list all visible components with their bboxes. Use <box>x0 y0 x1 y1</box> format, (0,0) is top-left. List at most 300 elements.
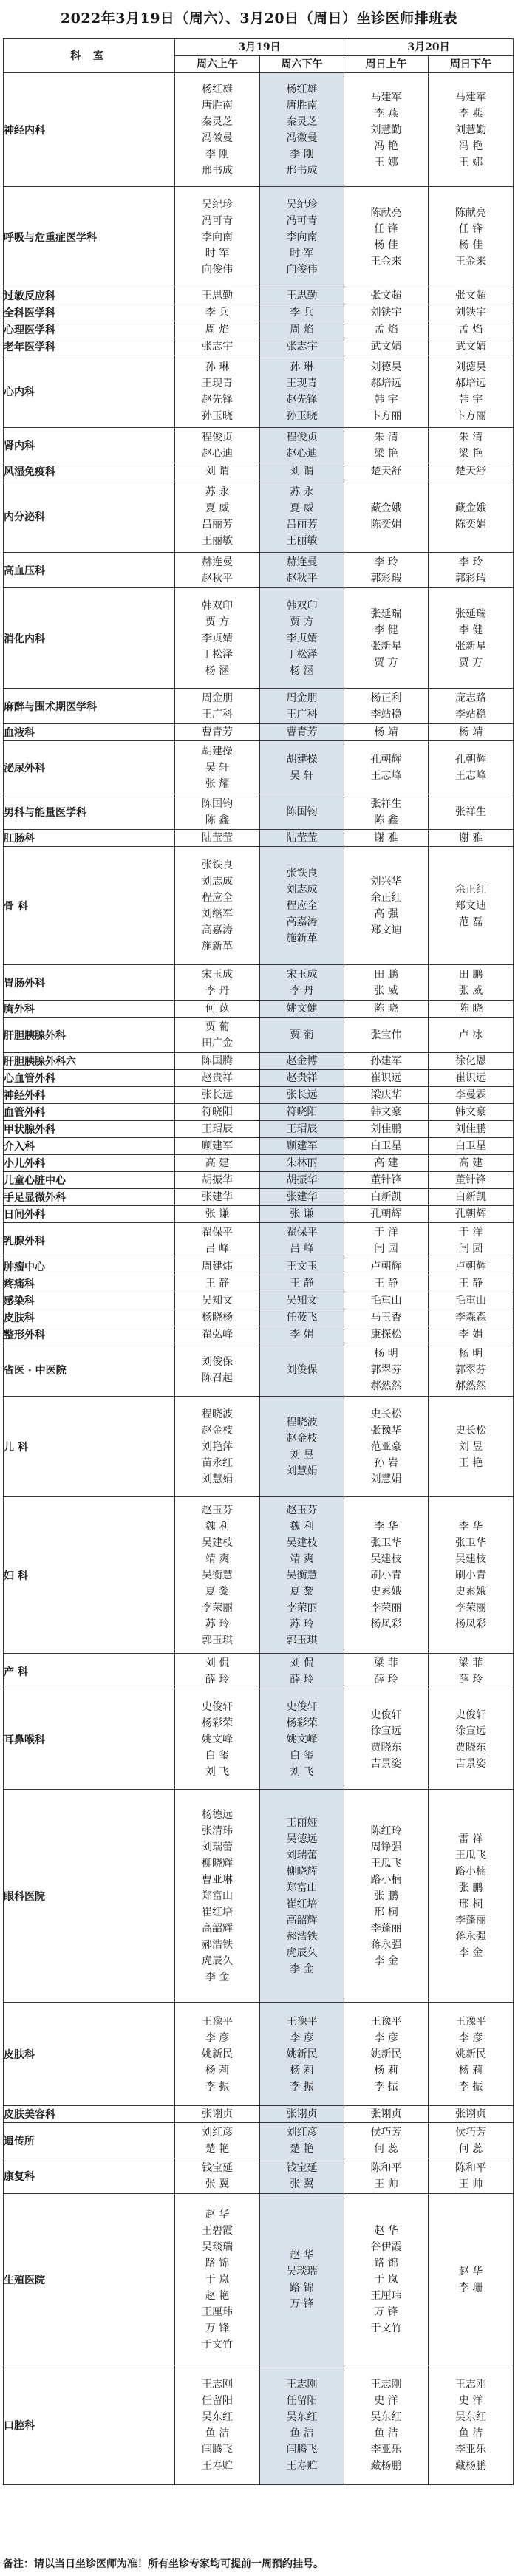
doctor-cell-sun-am <box>344 2158 429 2194</box>
doctor-name: 郝然然 <box>370 1380 402 1392</box>
doctor-name: 范亚豪 <box>370 1440 402 1453</box>
doctor-cell-sat-pm <box>260 1309 344 1326</box>
doctor-cell-sun-pm <box>429 1326 514 1343</box>
doctor-name: 杨彩荣 <box>202 1717 233 1729</box>
dept-row <box>4 304 514 321</box>
doctor-name: 程应全 <box>202 891 233 904</box>
doctor-name: 李 振 <box>374 2080 398 2093</box>
dept-row <box>4 1172 514 1189</box>
doctor-name: 田 鹏 <box>458 968 483 981</box>
doctor-name: 藏金娥 <box>455 502 487 514</box>
doctor-name: 吴衡慧 <box>286 1569 318 1581</box>
doctor-name: 夏 黎 <box>290 1585 314 1598</box>
doctor-cell-sun-pm <box>429 304 514 321</box>
dept-row <box>4 724 514 741</box>
doctor-name: 闫腾飞 <box>202 2443 233 2456</box>
doctor-name: 李荣丽 <box>202 1601 233 1614</box>
doctor-name: 吉景姿 <box>455 1757 487 1770</box>
dept-name: 心血管外科 <box>4 1070 175 1087</box>
doctor-name: 白 玺 <box>290 1749 314 1762</box>
dept-row <box>4 1654 514 1689</box>
doctor-name: 高嘉涛 <box>286 916 318 928</box>
doctor-name: 杨 佳 <box>458 239 483 251</box>
doctor-name: 谢 雅 <box>374 832 398 844</box>
doctor-name: 杨 涵 <box>205 664 230 677</box>
doctor-name: 贾 葡 <box>205 1020 230 1033</box>
doctor-cell-sun-pm <box>429 355 514 428</box>
dept-name: 日间外科 <box>4 1206 175 1223</box>
doctor-name: 张卫华 <box>370 1536 402 1549</box>
dept-name: 骨 科 <box>4 847 175 965</box>
doctor-cell-sat-am <box>175 1053 260 1070</box>
dept-row <box>4 1206 514 1223</box>
doctor-name: 程晓波 <box>286 1416 318 1428</box>
doctor-cell-sat-am <box>175 741 260 794</box>
doctor-name: 杨红雄 <box>286 83 318 95</box>
doctor-name: 贾 方 <box>290 616 314 628</box>
doctor-name: 郝培远 <box>455 377 487 389</box>
doctor-cell-sat-am <box>175 338 260 355</box>
dept-name: 遗传所 <box>4 2123 175 2158</box>
dept-name: 肝胆胰腺外科 <box>4 1018 175 1053</box>
doctor-cell-sat-am <box>175 1326 260 1343</box>
doctor-name: 杨 莉 <box>374 2064 398 2076</box>
dept-row <box>4 1223 514 1258</box>
doctor-cell-sun-pm <box>429 1087 514 1104</box>
doctor-cell-sat-pm <box>260 689 344 724</box>
doctor-cell-sat-pm <box>260 1189 344 1206</box>
doctor-cell-sat-pm <box>260 355 344 428</box>
doctor-cell-sat-am <box>175 1070 260 1087</box>
doctor-name: 刷小青 <box>370 1569 402 1581</box>
dept-name: 生殖医院 <box>4 2194 175 2365</box>
doctor-cell-sat-am <box>175 847 260 965</box>
doctor-cell-sun-pm <box>429 1258 514 1275</box>
doctor-name: 于 洋 <box>374 1226 398 1238</box>
dept-row <box>4 1309 514 1326</box>
doctor-name: 高 建 <box>205 1157 230 1169</box>
doctor-name: 邢 桐 <box>458 1898 483 1910</box>
doctor-name: 王寿贮 <box>202 2459 233 2472</box>
doctor-name: 夏 威 <box>205 502 230 514</box>
doctor-cell-sat-pm <box>260 2106 344 2123</box>
doctor-name: 李亚乐 <box>370 2443 402 2456</box>
doctor-cell-sat-am <box>175 1138 260 1155</box>
doctor-name: 杨 莉 <box>290 2064 314 2076</box>
doctor-cell-sun-pm <box>429 1001 514 1018</box>
doctor-name: 杨凤彩 <box>455 1618 487 1630</box>
doctor-name: 陈国腾 <box>202 1055 233 1067</box>
doctor-name: 白卫星 <box>370 1140 402 1152</box>
doctor-name: 刷小青 <box>455 1569 487 1581</box>
doctor-cell-sat-am <box>175 1206 260 1223</box>
doctor-name: 秦灵芝 <box>286 115 318 128</box>
doctor-name: 王思勤 <box>286 290 318 301</box>
doctor-name: 李 华 <box>374 1520 398 1533</box>
doctor-name: 胡振华 <box>286 1174 318 1186</box>
doctor-cell-sun-am <box>344 724 429 741</box>
doctor-cell-sun-am <box>344 1309 429 1326</box>
doctor-name: 吴知文 <box>202 1295 233 1306</box>
doctor-name: 钱宝延 <box>286 2161 318 2174</box>
doctor-name: 刘艳萍 <box>202 1440 233 1453</box>
doctor-cell-sun-pm <box>429 428 514 463</box>
sat-am-header: 周六上午 <box>175 56 260 73</box>
doctor-name: 闫腾飞 <box>286 2443 318 2456</box>
doctor-name: 史长松 <box>370 1408 402 1420</box>
doctor-name: 张清玮 <box>202 1824 233 1837</box>
sat-pm-header: 周六下午 <box>260 56 344 73</box>
doctor-name: 于 岚 <box>205 2273 230 2286</box>
doctor-name: 郑富山 <box>286 1881 318 1894</box>
doctor-name: 路 锦 <box>205 2257 230 2269</box>
doctor-name: 孙 琳 <box>290 361 314 373</box>
doctor-name: 钱宝延 <box>202 2161 233 2174</box>
doctor-name: 路小楠 <box>455 1865 487 1878</box>
doctor-cell-sat-pm <box>260 2158 344 2194</box>
doctor-name: 周 焰 <box>205 324 230 335</box>
doctor-name: 张诩贞 <box>202 2108 233 2120</box>
doctor-name: 邢书成 <box>286 164 318 177</box>
doctor-cell-sun-pm <box>429 2123 514 2158</box>
doctor-cell-sun-pm <box>429 1053 514 1070</box>
doctor-name: 马建军 <box>455 91 487 103</box>
doctor-name: 梁庆华 <box>370 1089 402 1101</box>
doctor-name: 吴德远 <box>286 1833 318 1845</box>
doctor-name: 李亚乐 <box>455 2443 487 2456</box>
doctor-name: 薛 玲 <box>205 1673 230 1686</box>
doctor-cell-sat-pm <box>260 1138 344 1155</box>
doctor-cell-sat-pm <box>260 2365 344 2485</box>
doctor-name: 何 蕊 <box>458 2142 483 2155</box>
doctor-name: 谷伊霞 <box>370 2241 402 2253</box>
doctor-name: 郭翠芬 <box>455 1363 487 1376</box>
doctor-cell-sun-pm <box>429 2158 514 2194</box>
doctor-cell-sat-pm <box>260 553 344 588</box>
dept-name: 省医 · 中医院 <box>4 1343 175 1397</box>
dept-row <box>4 187 514 287</box>
doctor-name: 陈奕娟 <box>370 518 402 531</box>
dept-row <box>4 1497 514 1654</box>
doctor-name: 雷 祥 <box>458 1833 483 1845</box>
sun-am-header: 周日上午 <box>344 56 429 73</box>
doctor-name: 马玉香 <box>370 1312 402 1323</box>
doctor-name: 陈和平 <box>455 2161 487 2174</box>
doctor-cell-sun-am <box>344 355 429 428</box>
dept-row <box>4 1258 514 1275</box>
doctor-name: 王金来 <box>455 255 487 268</box>
doctor-cell-sat-pm <box>260 847 344 965</box>
doctor-cell-sun-pm <box>429 2194 514 2365</box>
doctor-name: 崔识远 <box>370 1072 402 1084</box>
doctor-name: 王 静 <box>290 1278 314 1289</box>
dept-name: 内分泌科 <box>4 480 175 553</box>
dept-row <box>4 1053 514 1070</box>
dept-name: 口腔科 <box>4 2365 175 2485</box>
doctor-name: 高 建 <box>458 1157 483 1169</box>
doctor-cell-sun-pm <box>429 1309 514 1326</box>
doctor-name: 李 振 <box>458 2080 483 2093</box>
doctor-cell-sat-pm <box>260 1121 344 1138</box>
doctor-name: 高韶辉 <box>286 1914 318 1926</box>
doctor-cell-sat-am <box>175 463 260 480</box>
doctor-name: 王广科 <box>202 708 233 720</box>
doctor-cell-sun-am <box>344 1087 429 1104</box>
doctor-cell-sun-pm <box>429 553 514 588</box>
doctor-name: 赵先锋 <box>286 393 318 406</box>
doctor-name: 李 兵 <box>205 307 230 318</box>
doctor-name: 王志峰 <box>455 769 487 782</box>
doctor-name: 张 耀 <box>205 777 230 790</box>
doctor-name: 李 刚 <box>205 148 230 160</box>
doctor-name: 李曼霖 <box>455 1089 487 1101</box>
doctor-name: 冯可青 <box>202 214 233 227</box>
doctor-cell-sat-am <box>175 2365 260 2485</box>
doctor-cell-sun-pm <box>429 321 514 338</box>
doctor-cell-sun-am <box>344 304 429 321</box>
doctor-cell-sun-am <box>344 1121 429 1138</box>
doctor-name: 李 燕 <box>458 107 483 120</box>
doctor-name: 贾晓东 <box>455 1741 487 1754</box>
doctor-name: 刘慧勤 <box>370 123 402 136</box>
doctor-name: 白 玺 <box>205 1749 230 1762</box>
doctor-name: 朱 清 <box>458 431 483 443</box>
doctor-name: 王广科 <box>286 708 318 720</box>
doctor-name: 冯徽曼 <box>286 132 318 144</box>
doctor-cell-sat-am <box>175 2158 260 2194</box>
doctor-name: 孟 焰 <box>374 324 398 335</box>
dept-name: 小儿外科 <box>4 1155 175 1172</box>
doctor-name: 崔红培 <box>202 1906 233 1918</box>
doctor-name: 任留阳 <box>202 2394 233 2407</box>
doctor-name: 陈献亮 <box>455 206 487 219</box>
doctor-name: 吴 轩 <box>290 769 314 782</box>
doctor-name: 任 锋 <box>458 222 483 235</box>
dept-row <box>4 1070 514 1087</box>
doctor-name: 赵心迪 <box>286 447 318 460</box>
doctor-name: 史长松 <box>455 1424 487 1437</box>
doctor-name: 闫 园 <box>374 1242 398 1255</box>
doctor-cell-sat-pm <box>260 1155 344 1172</box>
dept-row <box>4 830 514 847</box>
doctor-name: 李森森 <box>455 1312 487 1323</box>
doctor-cell-sun-am <box>344 1275 429 1292</box>
doctor-cell-sun-am <box>344 338 429 355</box>
doctor-name: 程俊贞 <box>202 431 233 443</box>
doctor-name: 王志刚 <box>286 2378 318 2391</box>
dept-row <box>4 847 514 965</box>
doctor-cell-sat-am <box>175 428 260 463</box>
doctor-name: 姚新民 <box>202 2048 233 2060</box>
doctor-name: 张铁良 <box>202 859 233 871</box>
doctor-name: 张诩贞 <box>286 2108 318 2120</box>
dept-name: 神经内科 <box>4 73 175 187</box>
doctor-name: 刘慧娟 <box>202 1473 233 1485</box>
doctor-name: 曹青芳 <box>286 726 318 738</box>
doctor-name: 曹亚琳 <box>202 1873 233 1886</box>
doctor-name: 冯可青 <box>286 214 318 227</box>
dept-row <box>4 1326 514 1343</box>
doctor-cell-sat-pm <box>260 1087 344 1104</box>
doctor-cell-sun-am <box>344 2194 429 2365</box>
doctor-name: 薛 玲 <box>374 1673 398 1686</box>
doctor-name: 周 焰 <box>290 324 314 335</box>
doctor-cell-sun-am <box>344 1001 429 1018</box>
doctor-cell-sun-pm <box>429 187 514 287</box>
doctor-name: 蒋永强 <box>370 1938 402 1951</box>
doctor-name: 杨晓杨 <box>202 1312 233 1323</box>
dept-row <box>4 1155 514 1172</box>
doctor-name: 顾建军 <box>202 1140 233 1152</box>
doctor-name: 任 锋 <box>374 222 398 235</box>
doctor-name: 唐胜南 <box>286 99 318 112</box>
doctor-name: 张 谦 <box>205 1208 230 1220</box>
doctor-name: 万 锋 <box>205 2322 230 2334</box>
day2-header: 3月20日 <box>344 39 514 56</box>
doctor-cell-sun-pm <box>429 1172 514 1189</box>
doctor-cell-sun-pm <box>429 1397 514 1497</box>
doctor-name: 杨 明 <box>458 1347 483 1360</box>
doctor-cell-sun-pm <box>429 1206 514 1223</box>
doctor-cell-sun-pm <box>429 1790 514 2003</box>
dept-name: 妇 科 <box>4 1497 175 1654</box>
doctor-cell-sun-pm <box>429 1223 514 1258</box>
doctor-name: 韩 宇 <box>374 393 398 406</box>
doctor-cell-sat-pm <box>260 1172 344 1189</box>
doctor-cell-sat-am <box>175 1790 260 2003</box>
doctor-name: 李 健 <box>374 624 398 636</box>
doctor-cell-sat-pm <box>260 1326 344 1343</box>
doctor-name: 张诩贞 <box>455 2108 487 2120</box>
doctor-name: 张 鹏 <box>458 1881 483 1894</box>
doctor-name: 任莜飞 <box>286 1312 318 1323</box>
doctor-name: 王瑁辰 <box>286 1123 318 1135</box>
doctor-name: 姚文健 <box>286 1003 318 1015</box>
doctor-cell-sun-pm <box>429 1275 514 1292</box>
doctor-name: 李 华 <box>458 1520 483 1533</box>
dept-name: 肾内科 <box>4 428 175 463</box>
doctor-name: 史素娥 <box>370 1585 402 1598</box>
doctor-name: 李 彦 <box>374 2031 398 2044</box>
doctor-name: 藏金娥 <box>370 502 402 514</box>
doctor-cell-sun-am <box>344 830 429 847</box>
doctor-cell-sun-am <box>344 2106 429 2123</box>
doctor-cell-sat-pm <box>260 1070 344 1087</box>
doctor-name: 贾 方 <box>205 616 230 628</box>
doctor-name: 顾建军 <box>286 1140 318 1152</box>
doctor-name: 张铁良 <box>286 867 318 879</box>
doctor-name: 张 谦 <box>290 1208 314 1220</box>
dept-row <box>4 1689 514 1790</box>
doctor-name: 白新凯 <box>370 1191 402 1203</box>
doctor-name: 刘俊保 <box>202 1355 233 1368</box>
doctor-cell-sat-am <box>175 830 260 847</box>
doctor-name: 李荣丽 <box>370 1601 402 1614</box>
doctor-cell-sat-pm <box>260 1790 344 2003</box>
doctor-name: 卞方丽 <box>455 409 487 422</box>
doctor-name: 赵 华 <box>374 2224 398 2237</box>
doctor-cell-sat-am <box>175 1258 260 1275</box>
doctor-name: 冯徽曼 <box>202 132 233 144</box>
doctor-name: 李 彦 <box>290 2031 314 2044</box>
doctor-cell-sun-am <box>344 1206 429 1223</box>
doctor-name: 陈召起 <box>202 1372 233 1384</box>
doctor-name: 赵金博 <box>286 1055 318 1067</box>
doctor-name: 刘慧勤 <box>455 123 487 136</box>
doctor-name: 张诩贞 <box>370 2108 402 2120</box>
doctor-name: 柳晓辉 <box>286 1865 318 1878</box>
doctor-cell-sat-am <box>175 1689 260 1790</box>
doctor-name: 闫 园 <box>458 1242 483 1255</box>
doctor-name: 李贞婧 <box>202 632 233 644</box>
doctor-cell-sat-am <box>175 2123 260 2158</box>
dept-row <box>4 1018 514 1053</box>
doctor-name: 吉景姿 <box>370 1757 402 1770</box>
doctor-name: 王丽敏 <box>286 534 318 547</box>
dept-name: 耳鼻喉科 <box>4 1689 175 1790</box>
doctor-name: 梁 艳 <box>374 447 398 460</box>
doctor-name: 赫连曼 <box>202 556 233 568</box>
doctor-name: 史俊轩 <box>202 1700 233 1713</box>
doctor-cell-sat-am <box>175 689 260 724</box>
doctor-name: 刘德昊 <box>455 361 487 373</box>
doctor-cell-sun-am <box>344 1138 429 1155</box>
doctor-name: 刘俊保 <box>286 1363 318 1376</box>
doctor-cell-sun-pm <box>429 689 514 724</box>
dept-name: 心内科 <box>4 355 175 428</box>
doctor-name: 王豫平 <box>286 2015 318 2028</box>
doctor-cell-sun-am <box>344 73 429 187</box>
dept-row <box>4 553 514 588</box>
doctor-cell-sun-am <box>344 1070 429 1087</box>
doctor-name: 王 静 <box>458 1278 483 1289</box>
doctor-name: 刘 飞 <box>205 1765 230 1778</box>
doctor-name: 刘铁宇 <box>455 307 487 318</box>
doctor-cell-sun-pm <box>429 794 514 830</box>
doctor-name: 吴建枝 <box>370 1553 402 1565</box>
doctor-cell-sat-am <box>175 2106 260 2123</box>
doctor-name: 孙 岩 <box>374 1456 398 1469</box>
doctor-name: 张志宇 <box>286 341 318 352</box>
doctor-name: 张 威 <box>458 984 483 997</box>
doctor-name: 陈献亮 <box>370 206 402 219</box>
doctor-name: 赵贵祥 <box>202 1072 233 1084</box>
doctor-name: 赵玉芬 <box>202 1504 233 1516</box>
doctor-name: 王豫平 <box>455 2015 487 2028</box>
doctor-cell-sat-pm <box>260 741 344 794</box>
doctor-name: 李 兵 <box>290 307 314 318</box>
dept-name: 眼科医院 <box>4 1790 175 2003</box>
doctor-name: 李 振 <box>290 2080 314 2093</box>
doctor-cell-sun-pm <box>429 1018 514 1053</box>
doctor-name: 白卫星 <box>455 1140 487 1152</box>
doctor-name: 谢 雅 <box>458 832 483 844</box>
doctor-cell-sun-am <box>344 2123 429 2158</box>
doctor-cell-sat-pm <box>260 304 344 321</box>
dept-row <box>4 2158 514 2194</box>
doctor-name: 时 军 <box>205 247 230 259</box>
doctor-name: 贾 方 <box>458 656 483 669</box>
doctor-name: 郝浩铁 <box>286 1930 318 1943</box>
doctor-name: 李站稳 <box>370 708 402 720</box>
doctor-name: 韩文豪 <box>455 1106 487 1118</box>
doctor-name: 郝然然 <box>455 1380 487 1392</box>
dept-row <box>4 2003 514 2106</box>
doctor-name: 毛重山 <box>455 1295 487 1306</box>
doctor-cell-sat-am <box>175 1343 260 1397</box>
doctor-cell-sun-am <box>344 689 429 724</box>
doctor-name: 张文超 <box>370 290 402 301</box>
